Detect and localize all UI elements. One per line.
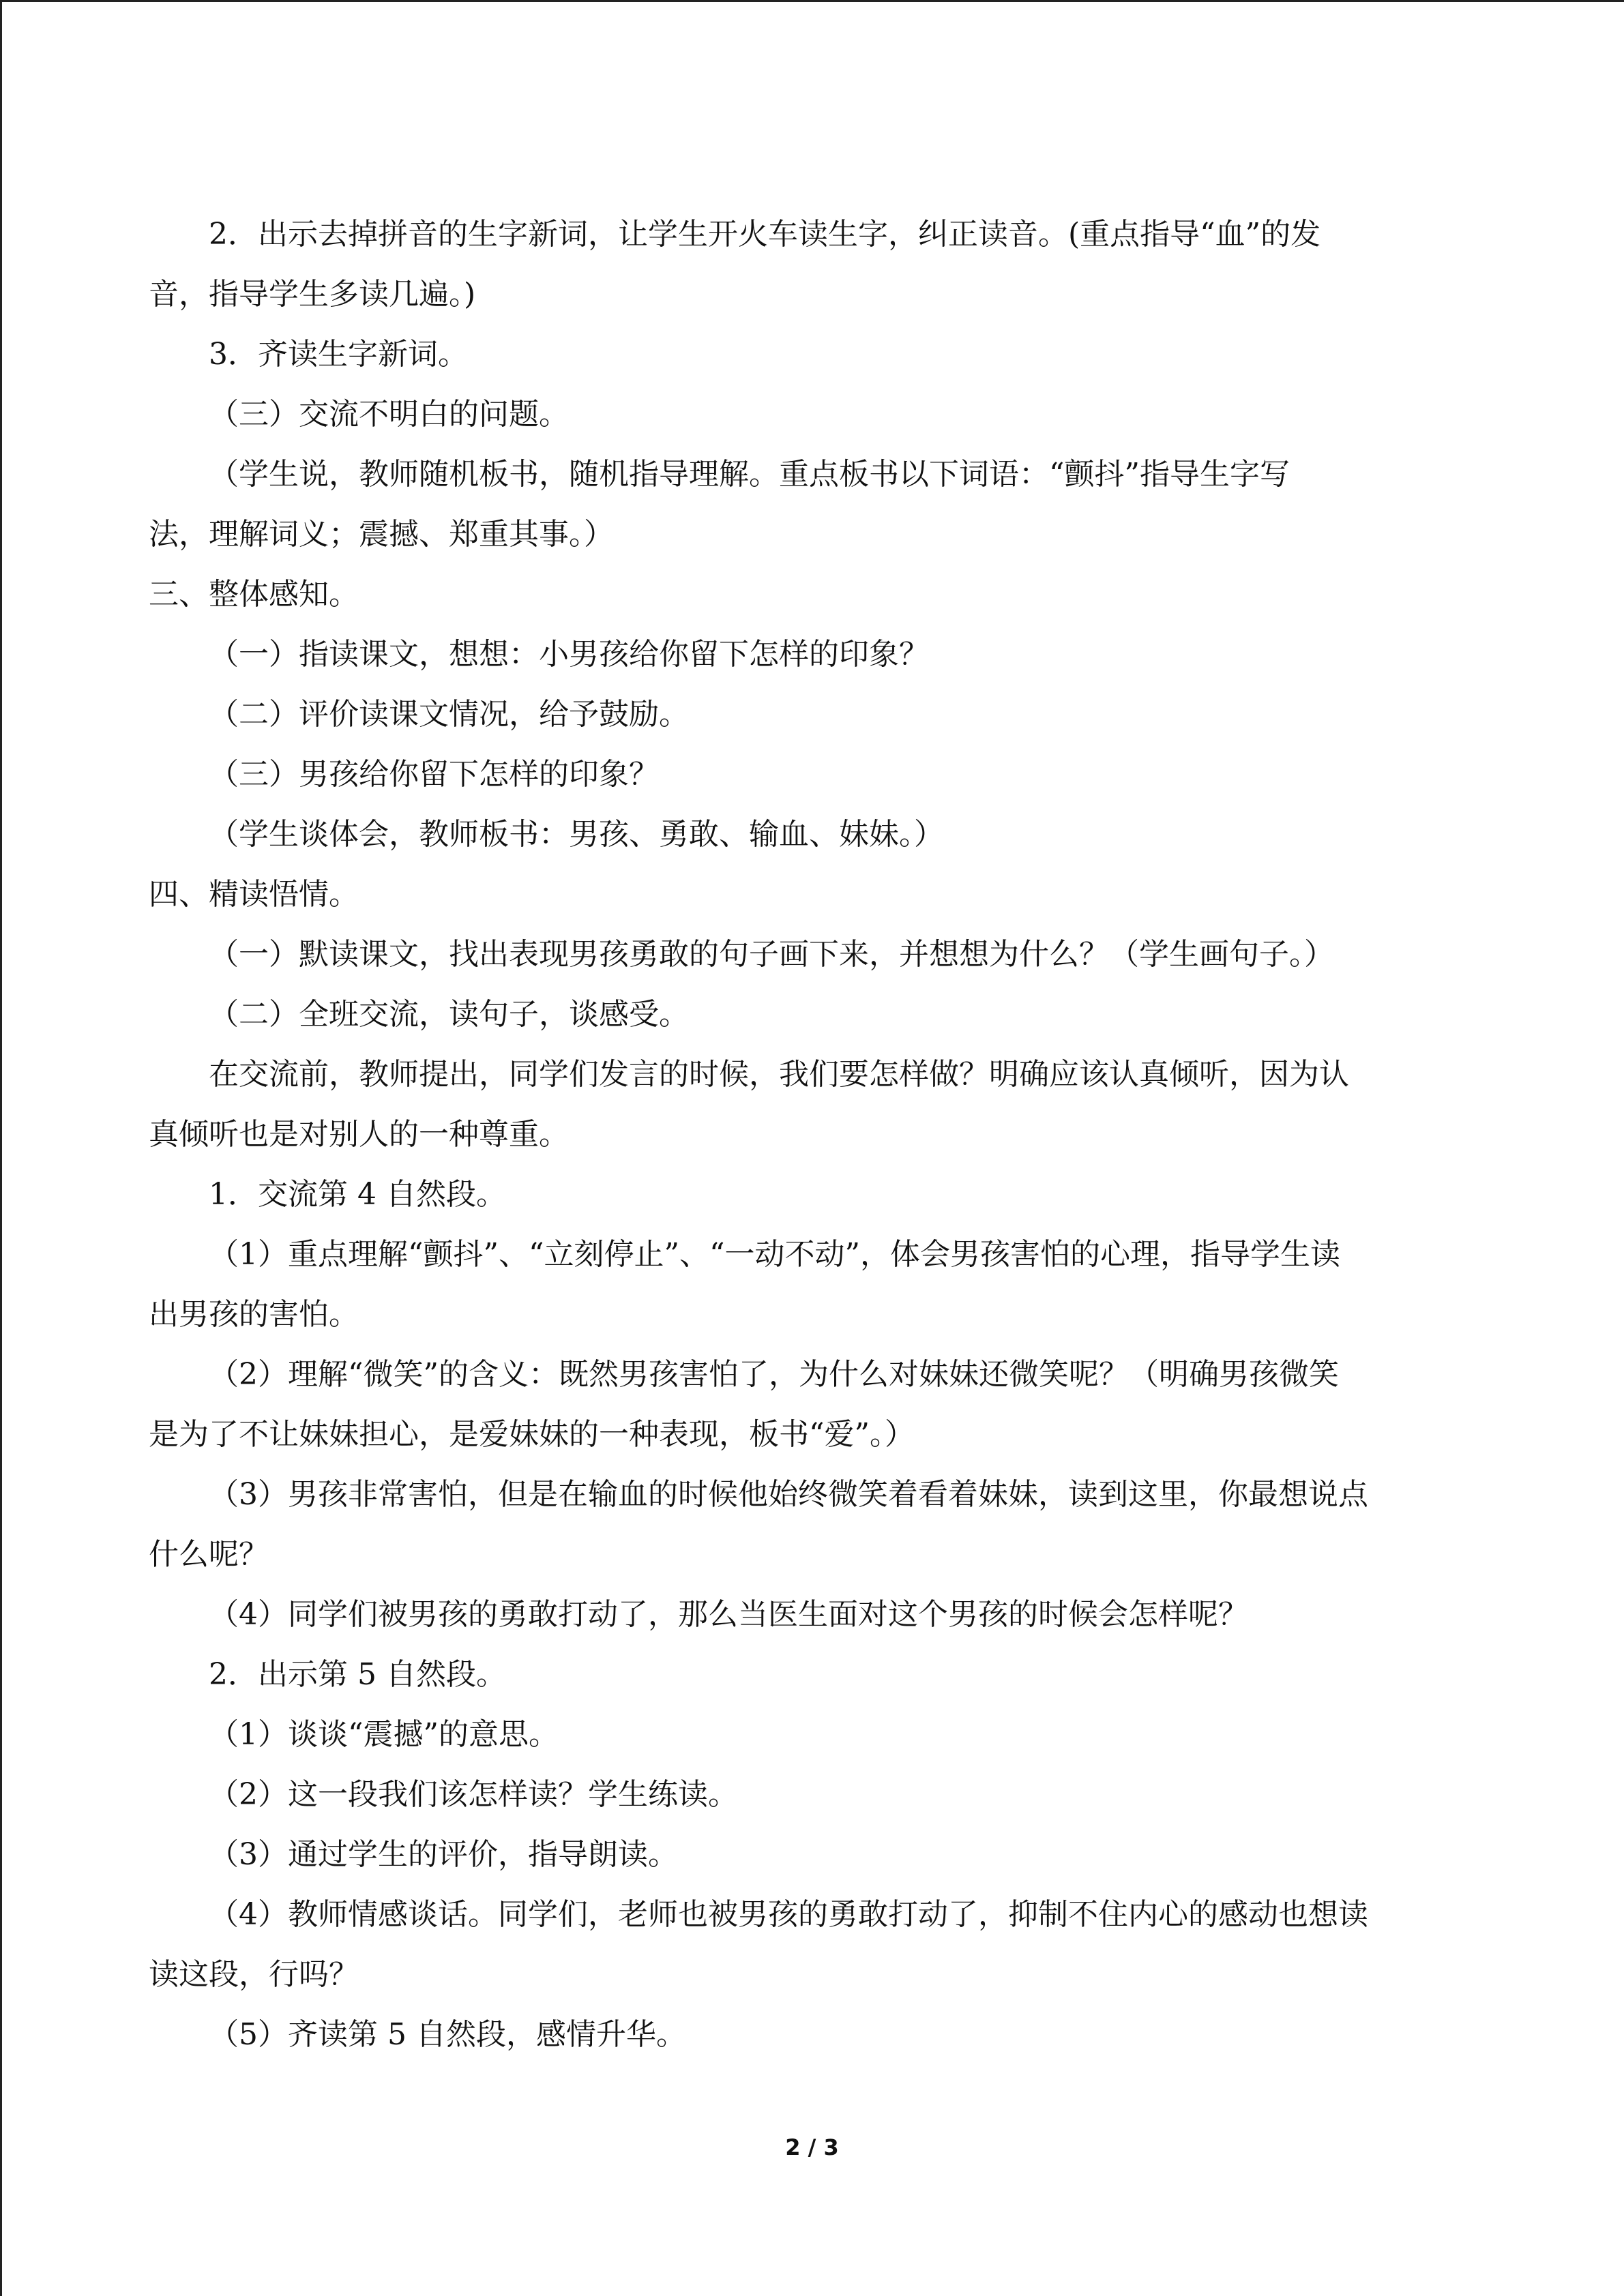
text-line: 什么呢？ (149, 1537, 269, 1572)
text-line: 出男孩的害怕。 (149, 1297, 359, 1332)
text-line: （三）交流不明白的问题。 (209, 397, 569, 432)
text-line: （一）默读课文，找出表现男孩勇敢的句子画下来，并想想为什么？（学生画句子。） (209, 937, 1334, 972)
text-line: （3）男孩非常害怕，但是在输血的时候他始终微笑着看着妹妹，读到这里，你最想说点 (209, 1477, 1368, 1512)
text-line: （4）教师情感谈话。同学们，老师也被男孩的勇敢打动了，抑制不住内心的感动也想读 (209, 1897, 1368, 1932)
text-line: （一）指读课文，想想：小男孩给你留下怎样的印象？ (209, 637, 929, 672)
text-line: （2）这一段我们该怎样读？学生练读。 (209, 1777, 738, 1812)
text-line: （4）同学们被男孩的勇敢打动了，那么当医生面对这个男孩的时候会怎样呢？ (209, 1597, 1248, 1632)
text-line: （1）重点理解“颤抖”、“立刻停止”、“一动不动”，体会男孩害怕的心理，指导学生读 (209, 1237, 1340, 1272)
text-line: 在交流前，教师提出，同学们发言的时候，我们要怎样做？明确应该认真倾听，因为认 (209, 1057, 1349, 1092)
text-line: 1．交流第 4 自然段。 (209, 1177, 506, 1212)
page-number: 2 / 3 (785, 2134, 839, 2160)
text-line: （三）男孩给你留下怎样的印象？ (209, 757, 659, 792)
text-line: 2．出示第 5 自然段。 (209, 1657, 506, 1692)
text-line: 音，指导学生多读几遍。) (149, 277, 476, 312)
text-line: 四、精读悟情。 (149, 877, 359, 912)
text-line: （学生说，教师随机板书，随机指导理解。重点板书以下词语：“颤抖”指导生字写 (209, 457, 1290, 492)
text-line: 真倾听也是对别人的一种尊重。 (149, 1117, 569, 1152)
text-line: （2）理解“微笑”的含义：既然男孩害怕了，为什么对妹妹还微笑呢？（明确男孩微笑 (209, 1357, 1339, 1392)
text-line: （5）齐读第 5 自然段，感情升华。 (209, 2017, 686, 2052)
text-line: （二）全班交流，读句子，谈感受。 (209, 997, 689, 1032)
text-line: 法，理解词义；震撼、郑重其事。） (149, 517, 614, 552)
text-line: （学生谈体会，教师板书：男孩、勇敢、输血、妹妹。） (209, 817, 944, 852)
text-line: 2．出示去掉拼音的生字新词，让学生开火车读生字，纠正读音。(重点指导“血”的发 (209, 217, 1321, 252)
text-line: 读这段，行吗？ (149, 1957, 359, 1992)
text-line: 是为了不让妹妹担心，是爱妹妹的一种表现，板书“爱”。） (149, 1417, 915, 1452)
text-line: 三、整体感知。 (149, 577, 359, 612)
text-line: （1）谈谈“震撼”的意思。 (209, 1717, 559, 1752)
text-line: （3）通过学生的评价，指导朗读。 (209, 1837, 678, 1872)
text-line: （二）评价读课文情况，给予鼓励。 (209, 697, 689, 732)
document-body (149, 205, 1476, 2065)
text-line: 3．齐读生字新词。 (209, 337, 468, 372)
